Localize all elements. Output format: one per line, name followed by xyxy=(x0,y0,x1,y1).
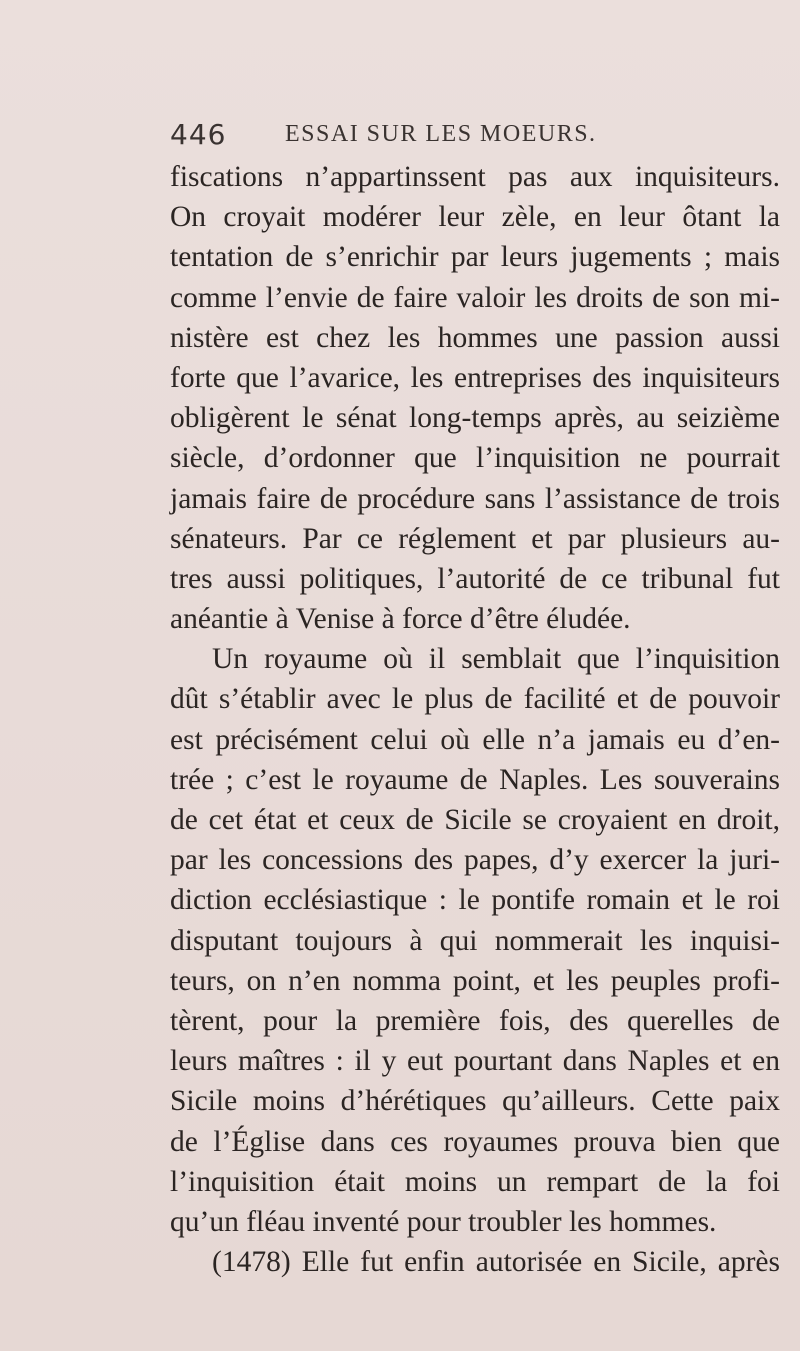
text-line: siècle, d’ordonner que l’inquisition ne pourrait xyxy=(170,442,780,475)
paragraph-end-line: anéantie à Venise à force d’être éludée. xyxy=(170,603,631,636)
page-number: 446 xyxy=(170,118,227,151)
text-line: de l’Église dans ces royaumes prouva bien que xyxy=(170,1125,780,1158)
text-line: diction ecclésiastique : le pontife romain et le roi xyxy=(170,884,780,917)
text-line: leurs maîtres : il y eut pourtant dans Naples et en xyxy=(170,1045,780,1078)
text-line: nistère est chez les hommes une passion aussi xyxy=(170,321,780,354)
text-line: obligèrent le sénat long-temps après, au seizième xyxy=(170,402,780,435)
text-line: sénateurs. Par ce réglement et par plusieurs au- xyxy=(170,522,780,555)
text-line: par les concessions des papes, d’y exercer la juri- xyxy=(170,844,780,877)
paragraph-end-line: qu’un fléau inventé pour troubler les hommes. xyxy=(170,1205,717,1238)
text-line: teurs, on n’en nomma point, et les peuples profi- xyxy=(170,964,780,997)
text-line: de cet état et ceux de Sicile se croyaient en droit, xyxy=(170,804,780,836)
paragraph-start-line: (1478) Elle fut enfin autorisée en Sicile, après xyxy=(212,1246,780,1279)
text-line: dût s’établir avec le plus de facilité et de pouvoir xyxy=(170,683,780,716)
text-line: trée ; c’est le royaume de Naples. Les souverains xyxy=(170,763,780,796)
text-line: Sicile moins d’hérétiques qu’ailleurs. Cette paix xyxy=(170,1085,780,1118)
text-line: jamais faire de procédure sans l’assistance de trois xyxy=(170,482,780,515)
text-line: forte que l’avarice, les entreprises des inquisiteurs xyxy=(170,361,780,394)
running-title: ESSAI SUR LES MOEURS. xyxy=(285,121,597,147)
page-header xyxy=(170,118,770,158)
paragraph-start-line: Un royaume où il semblait que l’inquisition xyxy=(212,643,780,676)
text-line: fiscations n’appartinssent pas aux inquisiteurs. xyxy=(170,161,780,193)
text-line: tèrent, pour la première fois, des querelles de xyxy=(170,1004,780,1037)
text-line: disputant toujours à qui nommerait les inquisi- xyxy=(170,924,780,957)
text-line: est précisément celui où elle n’a jamais eu d’en- xyxy=(170,723,780,756)
text-line: On croyait modérer leur zèle, en leur ôtant la xyxy=(170,201,780,234)
text-line: l’inquisition était moins un rempart de la foi xyxy=(170,1165,780,1198)
text-line: tres aussi politiques, l’autorité de ce tribunal fut xyxy=(170,562,780,595)
text-line: comme l’envie de faire valoir les droits de son mi- xyxy=(170,281,780,314)
body-text xyxy=(170,157,780,1282)
text-line: tentation de s’enrichir par leurs jugements ; mais xyxy=(170,241,780,274)
